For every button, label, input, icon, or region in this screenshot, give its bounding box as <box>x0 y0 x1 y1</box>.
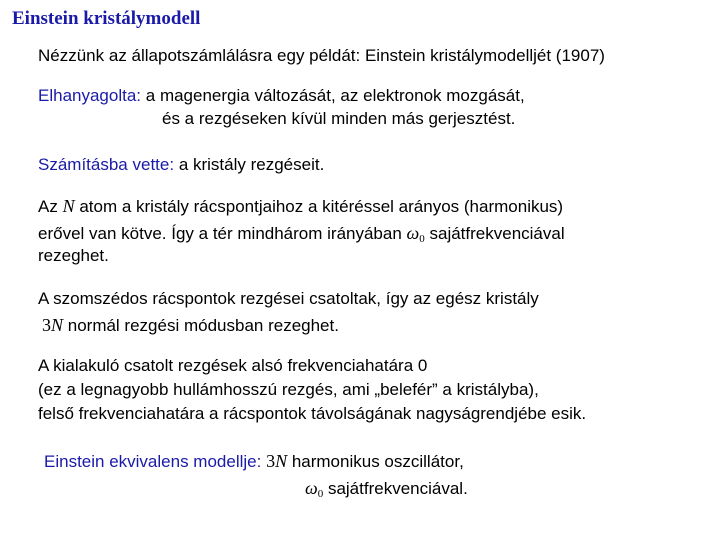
coef-3: 3 <box>42 315 51 335</box>
harmonic-text-1: atom a kristály rácspontjaihoz a kitéréssel arányos (harmonikus) <box>79 197 564 216</box>
coef-3: 3 <box>266 451 276 471</box>
harmonic-text-2: erővel van kötve. Így a tér mindhárom irányában <box>38 224 402 243</box>
neglected-line-2: és a rezgéseken kívül minden más gerjesztést. <box>162 109 516 128</box>
harmonic-text-2b: sajátfrekvenciával <box>429 224 565 243</box>
equivalent-label: Einstein ekvivalens modellje: <box>44 452 262 471</box>
symbol-n: N <box>62 196 75 216</box>
considered-text: a kristály rezgéseit. <box>178 155 325 174</box>
equivalent-line-2 <box>305 478 468 504</box>
omega-symbol: $\omega_0$ <box>305 478 324 500</box>
intro-text: Nézzünk az állapotszámlálásra egy példát: Einstein kristálymodelljét (1907) <box>38 46 605 65</box>
symbol-n: N <box>275 451 288 471</box>
frequency-line-3: felső frekvenciahatára a rácspontok távolságának nagyságrendjébe esik. <box>38 404 587 423</box>
omega-symbol: $\omega_0$ <box>406 223 425 245</box>
neglected-text-1: a magenergia változását, az elektronok mozgását, <box>145 86 525 105</box>
symbol-n: N <box>51 315 64 335</box>
considered-line <box>38 155 324 175</box>
page-title: Einstein kristálymodell <box>12 8 201 29</box>
frequency-line-1: A kialakuló csatolt rezgések alsó frekvenciahatára 0 <box>38 356 428 375</box>
neglected-line-1 <box>38 86 525 106</box>
harmonic-line-2 <box>38 223 565 249</box>
harmonic-pre: Az <box>38 197 58 216</box>
neglected-label: Elhanyagolta: <box>38 86 142 105</box>
equivalent-text-1: harmonikus oszcillátor, <box>291 452 464 471</box>
considered-label: Számításba vette: <box>38 155 175 174</box>
coupled-line-2 <box>42 315 339 336</box>
equivalent-text-2: sajátfrekvenciával. <box>327 479 468 498</box>
harmonic-line-1 <box>38 196 563 217</box>
coupled-line-1: A szomszédos rácspontok rezgései csatoltak, így az egész kristály <box>38 289 539 308</box>
frequency-line-2: (ez a legnagyobb hullámhosszú rezgés, ami „belefér” a kristályba), <box>38 380 539 399</box>
equivalent-line-1 <box>44 451 464 472</box>
harmonic-line-3: rezeghet. <box>38 246 109 265</box>
coupled-text-2: normál rezgési módusban rezeghet. <box>67 316 339 335</box>
